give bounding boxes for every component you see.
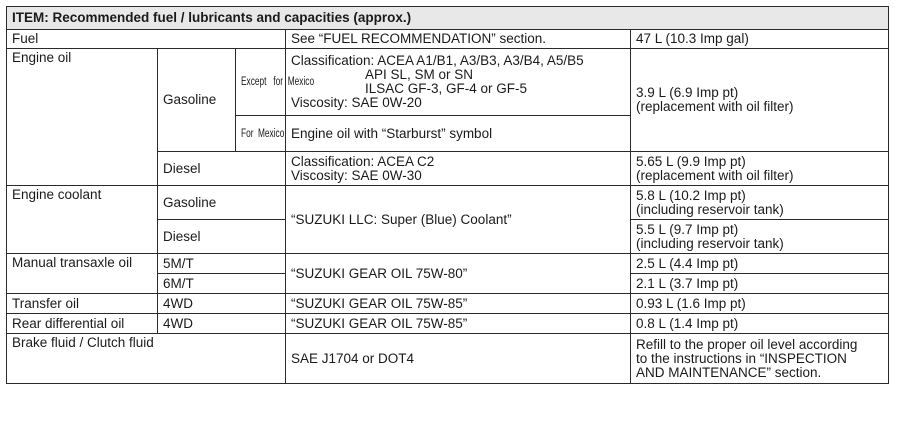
item-fuel: Fuel xyxy=(7,30,286,49)
capacity-fuel: 47 L (10.3 Imp gal) xyxy=(631,30,889,49)
table-header-row xyxy=(7,7,889,30)
spec-engine-oil-except-mexico: Classification: ACEA A1/B1, A3/B3, A3/B4, A5/B5 API SL, SM or SN ILSAC GF-3, GF-4 or GF-5 Viscosity: SAE 0W-20 xyxy=(286,49,631,116)
spec-rear-differential-oil: “SUZUKI GEAR OIL 75W-85” xyxy=(286,314,631,334)
table-row-transaxle-5mt xyxy=(7,254,889,274)
item-engine-coolant: Engine coolant xyxy=(7,186,158,254)
coolant-gasoline-label: Gasoline xyxy=(158,186,286,220)
capacity-brake-fluid: Refill to the proper oil level according to the instructions in “INSPECTION AND MAINTENANCE” section. xyxy=(631,334,889,384)
item-engine-oil: Engine oil xyxy=(7,49,158,186)
table-row-transfer-oil xyxy=(7,294,889,314)
item-rear-differential-oil: Rear differential oil xyxy=(7,314,158,334)
capacity-transfer-oil: 0.93 L (1.6 Imp pt) xyxy=(631,294,889,314)
item-brake-clutch-fluid: Brake fluid / Clutch fluid xyxy=(7,334,286,384)
table-title: ITEM: Recommended fuel / lubricants and capacities (approx.) xyxy=(7,7,889,30)
rear-diff-type: 4WD xyxy=(158,314,286,334)
table-row-brake-fluid xyxy=(7,334,889,384)
spec-engine-oil-for-mexico: Engine oil with “Starburst” symbol xyxy=(286,116,631,152)
capacities-table xyxy=(6,6,889,384)
capacity-coolant-diesel: 5.5 L (9.7 Imp pt) (including reservoir tank) xyxy=(631,220,889,254)
table-row-fuel xyxy=(7,30,889,49)
transfer-type: 4WD xyxy=(158,294,286,314)
spec-engine-oil-diesel: Classification: ACEA C2 Viscosity: SAE 0W-30 xyxy=(286,152,631,186)
coolant-diesel-label: Diesel xyxy=(158,220,286,254)
capacity-rear-differential-oil: 0.8 L (1.4 Imp pt) xyxy=(631,314,889,334)
capacity-coolant-gasoline: 5.8 L (10.2 Imp pt) (including reservoir tank) xyxy=(631,186,889,220)
spec-coolant: “SUZUKI LLC: Super (Blue) Coolant” xyxy=(286,186,631,254)
table-row-coolant-gasoline xyxy=(7,186,889,220)
for-mexico-label: For Mexico xyxy=(236,116,286,152)
capacity-engine-oil-gasoline: 3.9 L (6.9 Imp pt) (replacement with oil filter) xyxy=(631,49,889,152)
engine-oil-diesel-label: Diesel xyxy=(158,152,286,186)
transaxle-5mt-label: 5M/T xyxy=(158,254,286,274)
capacity-transaxle-5mt: 2.5 L (4.4 Imp pt) xyxy=(631,254,889,274)
except-mexico-label: Except for Mexico xyxy=(236,49,286,116)
capacity-engine-oil-diesel: 5.65 L (9.9 Imp pt) (replacement with oil filter) xyxy=(631,152,889,186)
table-row-engine-oil-except-mexico xyxy=(7,49,889,116)
item-manual-transaxle-oil: Manual transaxle oil xyxy=(7,254,158,294)
table-row-rear-differential-oil xyxy=(7,314,889,334)
capacity-transaxle-6mt: 2.1 L (3.7 Imp pt) xyxy=(631,274,889,294)
spec-fuel: See “FUEL RECOMMENDATION” section. xyxy=(286,30,631,49)
transaxle-6mt-label: 6M/T xyxy=(158,274,286,294)
spec-transfer-oil: “SUZUKI GEAR OIL 75W-85” xyxy=(286,294,631,314)
spec-brake-fluid: SAE J1704 or DOT4 xyxy=(286,334,631,384)
engine-oil-gasoline-label: Gasoline xyxy=(158,49,236,152)
spec-transaxle: “SUZUKI GEAR OIL 75W-80” xyxy=(286,254,631,294)
item-transfer-oil: Transfer oil xyxy=(7,294,158,314)
